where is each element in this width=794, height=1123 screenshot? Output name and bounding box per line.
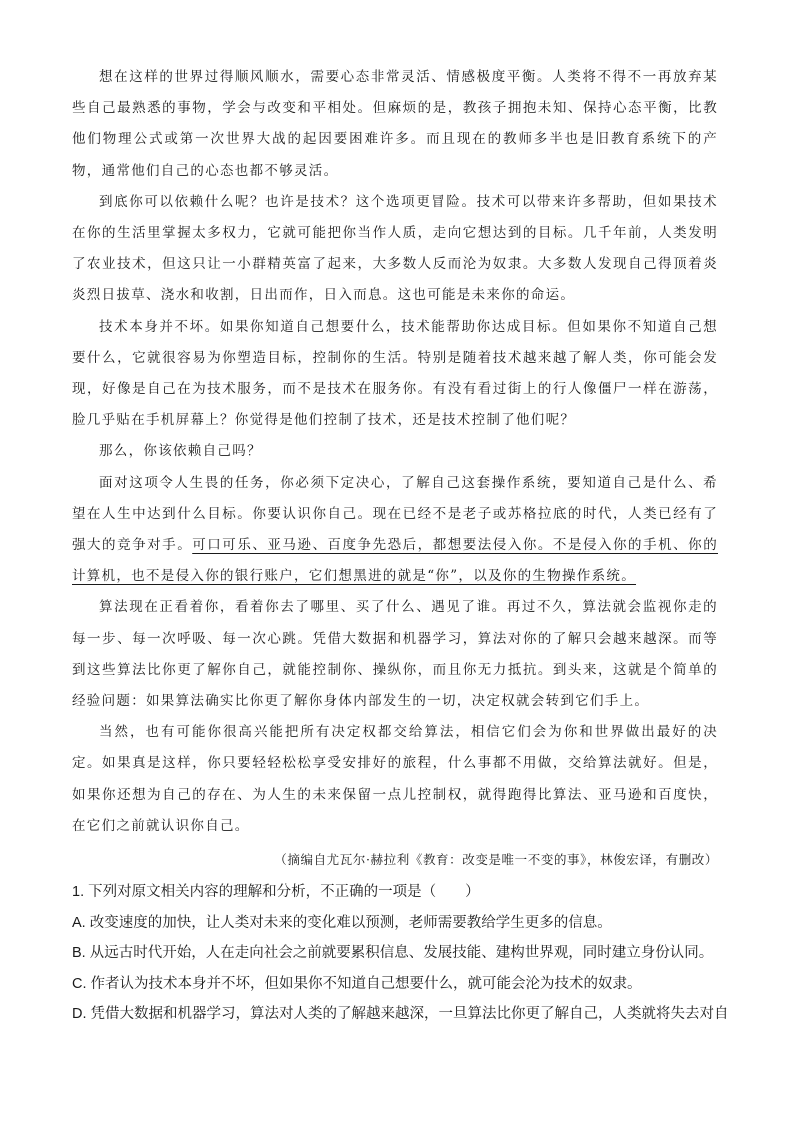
paragraph-7: 当然，也有可能你很高兴能把所有决定权都交给算法，相信它们会为你和世界做出最好的决定。如果真是这样，你只要轻轻松松享受安排好的旅程，什么事都不用做，交给算法就好。但是，如果你还想为自己的存在、为人生的未来保留一点儿控制权，就得跑得比算法、亚马逊和百度快，在它们之前就认识你自己。 — [72, 724, 718, 834]
paragraph-5 — [72, 468, 718, 593]
option-b: B. 从远古时代开始，人在走向社会之前就要累积信息、发展技能、建构世界观，同时建立身份认同。 — [72, 945, 714, 961]
paragraph-4: 那么，你该依赖自己吗？ — [99, 443, 262, 460]
paragraph-6: 算法现在正看着你，看着你去了哪里、买了什么、遇见了谁。再过不久，算法就会监视你走的每一步、每一次呼吸、每一次心跳。凭借大数据和机器学习，算法对你的了解只会越来越深。而等到这些算法比你更了解你自己，就能控制你、操纵你，而且你无力抵抗。到头来，这就是个简单的经验问题：如果算法确实比你更了解你身体内部发生的一切，决定权就会转到它们手上。 — [72, 599, 718, 710]
option-c: C. 作者认为技术本身并不坏，但如果你不知道自己想要什么，就可能会沦为技术的奴隶。 — [72, 975, 642, 992]
question-block — [72, 877, 729, 1030]
paragraph-2: 到底你可以依赖什么呢？也许是技术？这个选项更冒险。技术可以带来许多帮助，但如果技术在你的生活里掌握太多权力，它就可能把你当作人质，走向它想达到的目标。几千年前，人类发明了农业技术，但这只让一小群精英富了起来，大多数人反而沦为奴隶。大多数人发现自己得顶着炎炎烈日拔草、浇水和收割，日出而作，日入而息。这也可能是未来你的命运。 — [72, 193, 718, 304]
article-body — [72, 62, 718, 875]
underlined-passage: 可口可乐、亚马逊、百度争先恐后，都想要法侵入你。不是侵入你的手机、你的计算机，也不是侵入你的银行账户，它们想黑进的就是“你”，以及你的生物操作系统。 — [72, 537, 718, 585]
question-stem: 1. 下列对原文相关内容的理解和分析，不正确的一项是（ ） — [72, 884, 480, 900]
paragraph-1: 想在这样的世界过得顺风顺水，需要心态非常灵活、情感极度平衡。人类将不得不一再放弃某些自己最熟悉的事物，学会与改变和平相处。但麻烦的是，教孩子拥抱未知、保持心态平衡，比教他们物理公式或第一次世界大战的起因要困难许多。而且现在的教师多半也是旧教育系统下的产物，通常他们自己的心态也都不够灵活。 — [72, 69, 718, 179]
source-citation: （摘编自尤瓦尔·赫拉利《教育：改变是唯一不变的事》，林俊宏译，有删改） — [274, 852, 718, 868]
option-a: A. 改变速度的加快，让人类对未来的变化难以预测，老师需要教给学生更多的信息。 — [72, 914, 612, 931]
paragraph-3: 技术本身并不坏。如果你知道自己想要什么，技术能帮助你达成目标。但如果你不知道自己想要什么，它就很容易为你塑造目标，控制你的生活。特别是随着技术越来越了解人类，你可能会发现，好像是自己在为技术服务，而不是技术在服务你。有没有看过街上的行人像僵尸一样在游荡，脸几乎贴在手机屏幕上？你觉得是他们控制了技术，还是技术控制了他们呢？ — [72, 318, 718, 429]
paragraph-5-text: 面对这项令人生畏的任务，你必须下定决心，了解自己这套操作系统，要知道自己是什么、希望在人生中达到什么目标。你要认识你自己。现在已经不是老子或苏格拉底的时代，人类已经有了强大的竞争对手。 — [72, 474, 718, 554]
option-d: D. 凭借大数据和机器学习，算法对人类的了解越来越深，一旦算法比你更了解自己，人类就将失去对自 — [72, 1006, 729, 1022]
